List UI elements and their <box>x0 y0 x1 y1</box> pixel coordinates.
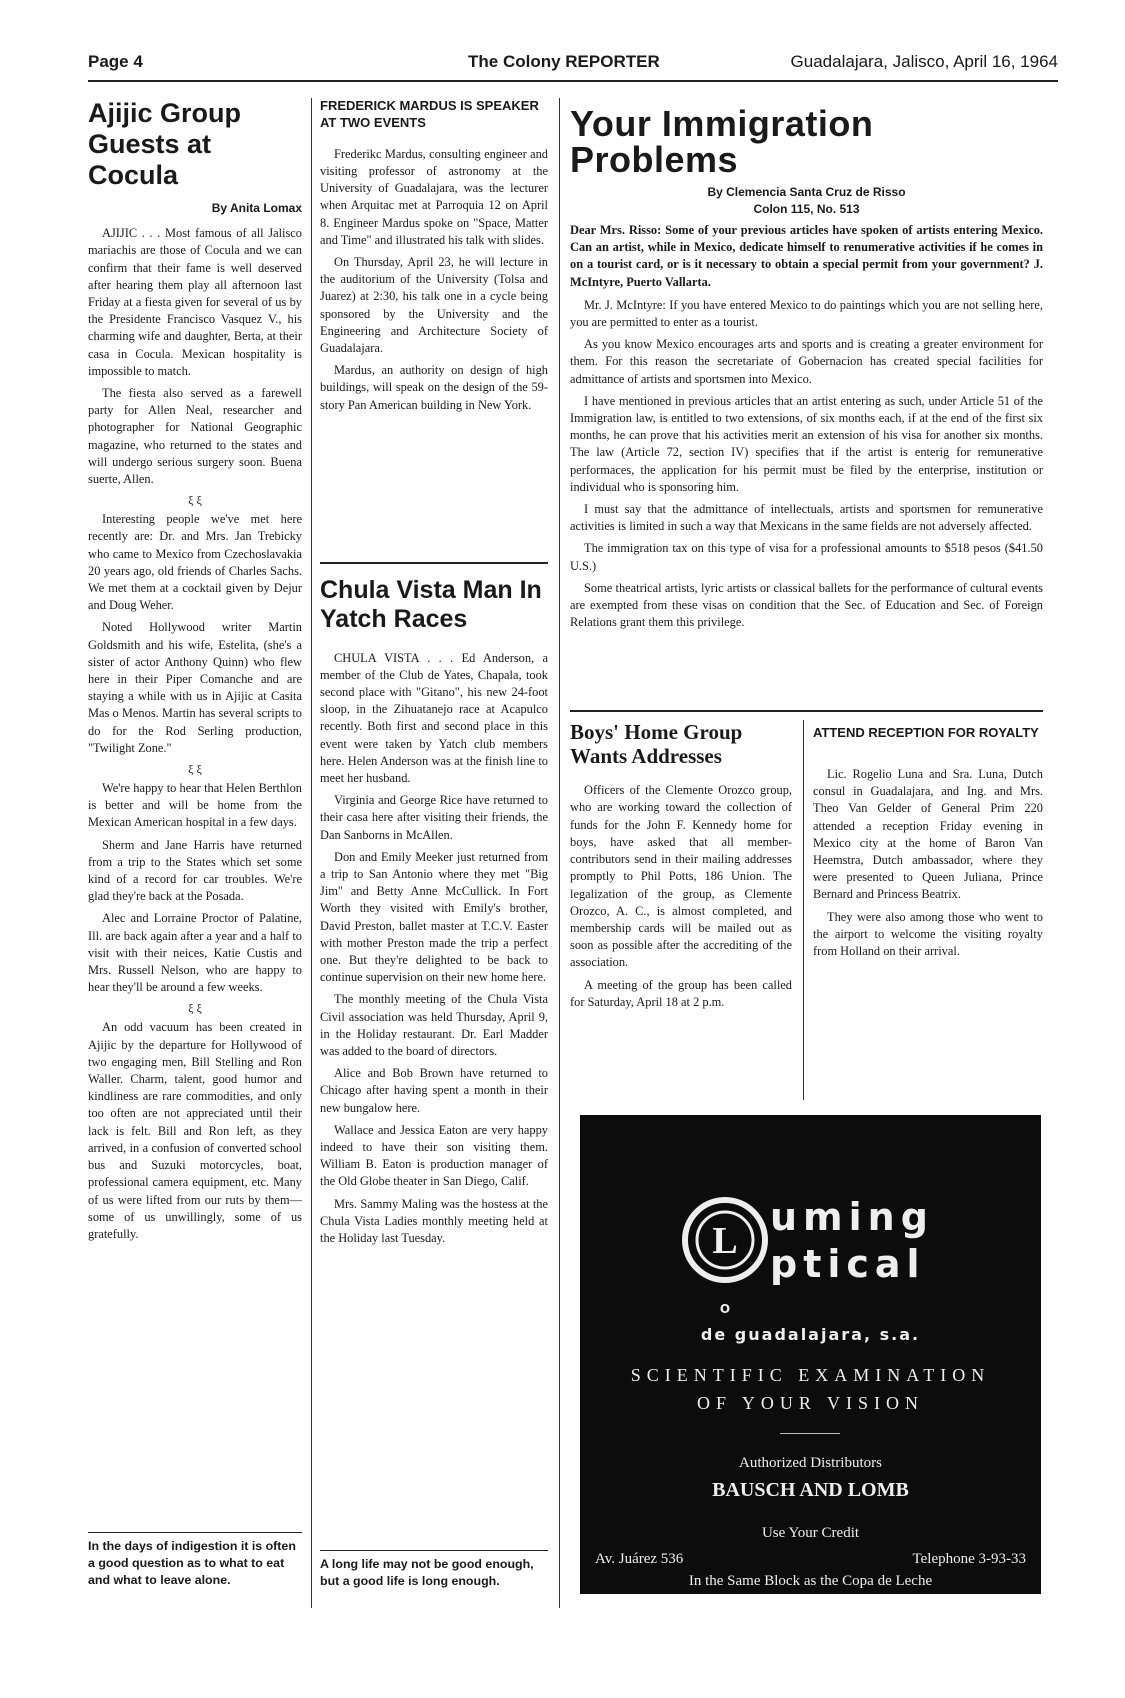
luming-optical-logo <box>670 1185 970 1315</box>
dateline: Guadalajara, Jalisco, April 16, 1964 <box>790 52 1058 71</box>
paragraph: They were also among those who went to the airport to welcome the visiting royalty from Holland on their arrival. <box>813 909 1043 958</box>
logo-word-uming: uming <box>770 1195 934 1239</box>
ad-company: de guadalajara, s.a. <box>700 1325 921 1344</box>
column-boys-home <box>570 720 792 1100</box>
paragraph: AJIJIC . . . Most famous of all Jalisco mariachis are those of Cocula and we can confirm that their fame is well deserved after hearing them play all afternoon last Friday at a fiesta given for several of us by the Presidente Francisco Vasquez V., his charming wife and daughter, Berta, at their casa in Cocula. Mexican hospitality is impossible to match. <box>88 226 302 378</box>
ad-authorized: Authorized Distributors <box>739 1455 882 1471</box>
paragraph: Mardus, an authority on design of high buildings, will speak on the design of the 59-story Pan American building in New York. <box>320 363 548 412</box>
divider <box>570 710 1043 712</box>
divider <box>320 562 548 564</box>
paragraph: We're happy to hear that Helen Berthlon is better and will be home from the Mexican American hospital in a few days. <box>88 781 302 830</box>
byline-immigration: By Clemencia Santa Cruz de Risso <box>707 185 906 199</box>
headline-immigration: Your Immigration Problems <box>570 106 874 180</box>
advertisement-luming-optical <box>580 1115 1041 1594</box>
ad-address: Av. Juárez 536 <box>595 1551 684 1567</box>
page-header <box>88 50 1058 82</box>
paragraph: An odd vacuum has been created in Ajijic by the departure for Hollywood of two engaging men, Bill Stelling and Ron Waller. Charm, talent, good humor and kindliness are rare commodities, and only too often are not appreciated until their lack is felt. Bill and Ron left, as they arrived, in a confusion of converted school bus and Suzuki motorcycles, boat, professional camera equipment, etc. Many of us were lifted from our ruts by them—some of us unwillingly, some of us gratefully. <box>88 1020 302 1241</box>
divider <box>320 1550 548 1551</box>
reader-letter: Dear Mrs. Risso: Some of your previous articles have spoken of artists entering Mexico. Can an artist, while in Mexico, dedicate himself to renumerative activities if he comes in on a tourist card, or is it necessary to obtain a special permit from your government? J. McIntyre, Puerto Vallarta. <box>570 223 1043 289</box>
paragraph: The monthly meeting of the Chula Vista Civil association was held Thursday, April 9, in the Holiday restaurant. Dr. Earl Madder was added to the board of directors. <box>320 992 548 1058</box>
paragraph: I must say that the admittance of intellectuals, artists and sportsmen for remunerative activities is limited in such a way that Mexicans in the same fields are not adversely affected. <box>570 502 1043 534</box>
paragraph: The immigration tax on this type of visa for a professional amounts to $518 pesos ($41.50 U.S.) <box>570 541 1043 573</box>
paragraph: On Thursday, April 23, he will lecture in the auditorium of the University (Tolsa and Juarez) at 2:30, his talk one in a cycle being sponsored by the University and the Engineering and Architecture Society of Guadalajara. <box>320 255 548 356</box>
divider <box>88 1532 302 1533</box>
logo-letter: L <box>712 1220 738 1262</box>
byline-ajijic: By Anita Lomax <box>211 201 302 216</box>
paragraph: I have mentioned in previous articles that an artist entering as such, under Article 51 of the Immigration law, is entitled to two extensions, of six months each, if at the end of the first six months, he can prove that his activities merit an extension of his visa for another six months. The law (Article 72, section IV) specifies that if the artist is enterig for remunerative performaces, the application for his permit must be filed by the enterprise, institution or individual who is sponsoring him. <box>570 393 1043 494</box>
paragraph: Officers of the Clemente Orozco group, who are working toward the collection of funds for the John F. Kennedy home for boys, have asked that all member-contributors send in their mailing addresses promptly to Phil Potts, 186 Union. The legalization of the group, as Clemente Orozco, A. C., is almost completed, and membership cards will be mailed out as soon as possible after the accrediting of the association. <box>570 783 792 970</box>
logo-word-ptical: ptical <box>770 1242 926 1286</box>
paragraph: Alice and Bob Brown have returned to Chicago after having spent a month in their new bungalow here. <box>320 1066 548 1115</box>
paragraph: Lic. Rogelio Luna and Sra. Luna, Dutch consul in Guadalajara, and Ing. and Mrs. Theo Van Gelder of General Prim 220 attended a reception Friday evening in Mexico city at the home of Baron Van Heemstra, Dutch ambassador, where they were presented to Queen Juliana, Prince Bernard and Princess Beatrix. <box>813 766 1043 902</box>
paragraph: A meeting of the group has been called for Saturday, April 18 at 2 p.m. <box>570 977 792 1009</box>
paper-title: The Colony REPORTER <box>468 52 660 71</box>
headline-boys-home: Boys' Home Group Wants Addresses <box>570 720 743 769</box>
column-ajijic <box>88 98 302 1608</box>
paragraph: CHULA VISTA . . . Ed Anderson, a member of the Club de Yates, Chapala, took second place with "Gitano", his new 24-foot sloop, in the Zihuatanejo race at Acapulco recently. Both first and second place in this event were taken by Yatch club members here. Helen Anderson was at the finish line to meet her husband. <box>320 650 548 785</box>
paragraph: Interesting people we've met here recently are: Dr. and Mrs. Jan Trebicky who came to Mexico from Czechoslavakia 20 years ago, old friends of Charles Sachs. We met them at a cocktail given by Dejur and Doug Weher. <box>88 512 302 613</box>
column-royalty <box>813 725 1043 1100</box>
filler-long-life <box>320 1556 548 1616</box>
headline-royalty: ATTEND RECEPTION FOR ROYALTY <box>813 725 1039 740</box>
paragraph: Virginia and George Rice have returned to their casa here after visiting their friends, the Dan Sanborns in McAllen. <box>320 793 548 842</box>
filler-indigestion <box>88 1538 302 1608</box>
page-number: Page 4 <box>88 52 143 71</box>
address-immigration: Colon 115, No. 513 <box>753 202 860 216</box>
column-chula-vista <box>320 576 548 1526</box>
paragraph: Some theatrical artists, lyric artists or classical ballets for the performance of cultural events are exempted from these visas on condition that the Sec. of Education and Sec. of Foreign Relations grant them this privilege. <box>570 580 1043 630</box>
logo-letter-o: O <box>719 1302 731 1315</box>
column-rule <box>803 720 804 1100</box>
paragraph: Sherm and Jane Harris have returned from a trip to the States which set some kind of a record for car troubles. We're glad they're back at the Posada. <box>88 837 302 904</box>
paragraph: Noted Hollywood writer Martin Goldsmith and his wife, Estelita, (she's a sister of actor Anthony Quinn) who flew here in their Piper Comanche and are staying a while with us in Ajijic at Casita Mas o Menos. Martin has several scripts to do for the Rod Serling production, "Twilight Zone." <box>88 620 302 755</box>
filler-text: A long life may not be good enough, but a good life is long enough. <box>320 1557 534 1588</box>
paragraph: Alec and Lorraine Proctor of Palatine, Ill. are back again after a year and a half to visit with their neices, Katie Custis and Mrs. Russell Nelson, who are happy to hear they'll be around a few weeks. <box>88 911 302 995</box>
column-rule <box>559 98 560 1608</box>
ad-tagline-2: OF YOUR VISION <box>696 1393 924 1413</box>
ad-credit: Use Your Credit <box>761 1525 860 1541</box>
headline-mardus: FREDERICK MARDUS IS SPEAKER AT TWO EVENTS <box>320 98 539 130</box>
paragraph: The fiesta also served as a farewell party for Allen Neal, researcher and photographer for National Geographic magazine, who returned to the states and will undergo serious surgery soon. Buena suerte, Allen. <box>88 385 302 486</box>
filler-text: In the days of indigestion it is often a good question as to what to eat and what to leave alone. <box>88 1539 296 1587</box>
ad-tagline-1: SCIENTIFIC EXAMINATION <box>630 1365 991 1385</box>
paragraph: Frederikc Mardus, consulting engineer and visiting professor of astronomy at the University of Guadalajara, was the lecturer when Arquitac met at Parroquia 12 on April 8. Engineer Mardus spoke on "Space, Matter and Time" and illustrated his talk with slides. <box>320 146 548 247</box>
section-separator: ξ ξ <box>188 762 202 777</box>
section-separator: ξ ξ <box>188 493 202 508</box>
paragraph: Wallace and Jessica Eaton are very happy indeed to have their son visiting them. William B. Eaton is production manager of the Old Globe theater in San Diego, Calif. <box>320 1122 548 1189</box>
ad-block: In the Same Block as the Copa de Leche <box>688 1573 933 1589</box>
paragraph: Mrs. Sammy Maling was the hostess at the Chula Vista Ladies monthly meeting held at the Holiday last Tuesday. <box>320 1196 548 1245</box>
ad-divider <box>780 1433 840 1434</box>
column-rule <box>311 98 312 1608</box>
headline-ajijic: Ajijic Group Guests at Cocula <box>88 98 242 191</box>
column-mardus <box>320 98 548 568</box>
paragraph: Mr. J. McIntyre: If you have entered Mexico to do paintings which you are not selling here, you are permitted to enter as a tourist. <box>570 297 1043 330</box>
paragraph: As you know Mexico encourages arts and sports and is creating a greater environment for them. For this reason the secretariate of Gobernacion has created special facilities for admittance of artists and sportsmen into Mexico. <box>570 337 1043 386</box>
ad-phone: Telephone 3-93-33 <box>912 1551 1026 1567</box>
section-separator: ξ ξ <box>188 1001 202 1016</box>
column-immigration <box>570 106 1043 706</box>
paragraph: Don and Emily Meeker just returned from a trip to San Antonio where they met "Big Jim" and Betty Anne McCullick. In Fort Worth they visited with Emily's brother, David Preston, ballet master at T.C.V. Easter with mother Preston made the trip a perfect one. But they're delighted to be back to continue supervision on their new home here. <box>320 849 548 985</box>
ad-brand: BAUSCH AND LOMB <box>712 1479 909 1501</box>
headline-chula-vista: Chula Vista Man In Yatch Races <box>320 576 542 633</box>
